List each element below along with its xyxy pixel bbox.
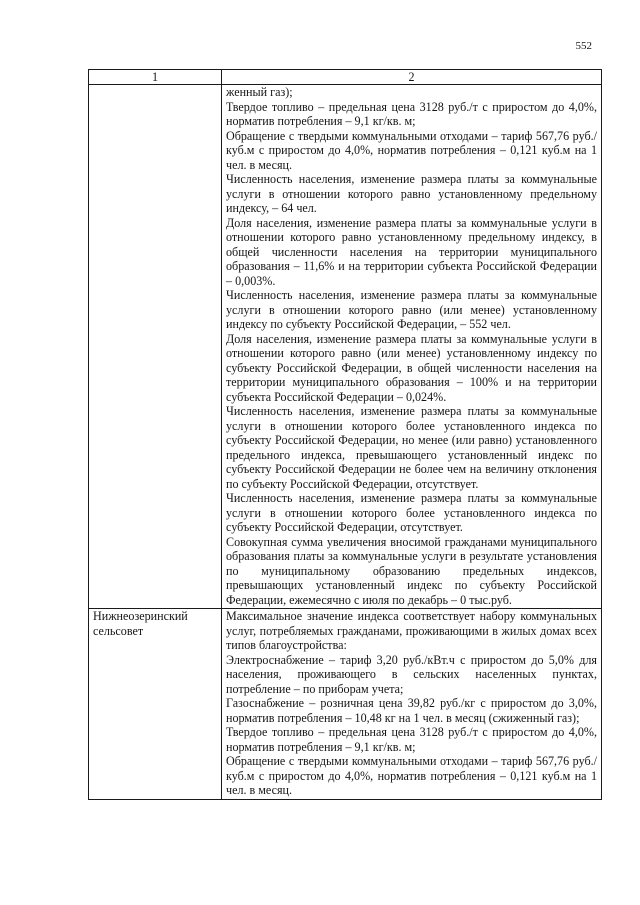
indicator-paragraph: Обращение с твердыми коммунальными отходами – тариф 567,76 руб./куб.м с приростом до 4,0%, норматив потребления – 0,121 куб.м на 1 чел. в месяц.	[226, 128, 597, 172]
table-row	[89, 609, 602, 800]
indicator-paragraph: Максимальное значение индекса соответствует набору коммунальных услуг, потребляемых гражданами, проживающими в жилых домах всех типов благоустройства:	[226, 609, 597, 652]
table-row	[89, 85, 602, 609]
municipality-name-cell	[89, 85, 222, 609]
indicator-paragraph: Численность населения, изменение размера платы за коммунальные услуги в отношении которого равно (или менее) установленному индексу по субъекту Российской Федерации, – 552 чел.	[226, 288, 597, 331]
indicator-paragraph: Численность населения, изменение размера платы за коммунальные услуги в отношении которого более установленного индекса по субъекту Российской Федерации, отсутствует.	[226, 491, 597, 534]
municipality-name-line: сельсовет	[93, 623, 144, 638]
column-header-1: 1	[89, 70, 222, 85]
indicator-paragraph: Численность населения, изменение размера платы за коммунальные услуги в отношении которого равно установленному предельному индексу, – 64 чел.	[226, 172, 597, 215]
indicator-paragraph: Электроснабжение – тариф 3,20 руб./кВт.ч с приростом до 5,0% для населения, проживающего в сельских населенных пунктах, потребление – по приборам учета;	[226, 652, 597, 696]
indicators-cell	[222, 85, 602, 609]
indicator-paragraph: женный газ);	[226, 85, 293, 99]
indicator-paragraph: Доля населения, изменение размера платы за коммунальные услуги в отношении которого равно установленному предельному индексу, в общей численности населения на территории муниципального образования – 11,6% и на территории субъекта Российской Федерации – 0,003%.	[226, 215, 597, 288]
indicator-paragraph: Численность населения, изменение размера платы за коммунальные услуги в отношении которого более установленного индекса по субъекту Российской Федерации, но менее (или равно) установленного предельного индекса, превышающего установленный индекс по субъекту Российской Федерации не более чем на величину отклонения по субъекту Российской Федерации, отсутствует.	[226, 404, 597, 491]
municipality-name-line: Нижнеозеринский	[93, 609, 188, 623]
municipal-index-table	[88, 69, 602, 800]
municipality-name-cell	[89, 609, 222, 800]
column-header-2: 2	[222, 70, 602, 85]
indicator-paragraph: Газоснабжение – розничная цена 39,82 руб./кг с приростом до 3,0%, норматив потребления – 10,48 кг на 1 чел. в месяц (сжиженный газ);	[226, 696, 597, 725]
indicators-cell	[222, 609, 602, 800]
indicator-paragraph: Твердое топливо – предельная цена 3128 руб./т с приростом до 4,0%, норматив потребления – 9,1 кг/кв. м;	[226, 725, 597, 754]
indicator-paragraph: Доля населения, изменение размера платы за коммунальные услуги в отношении которого равно (или менее) установленному индексу по субъекту Российской Федерации, в общей численности населения на территории муниципального образования – 100% и на территории субъекта Российской Федерации – 0,024%.	[226, 331, 597, 404]
indicator-paragraph: Совокупная сумма увеличения вносимой гражданами муниципального образования платы за коммунальные услуги в результате установления по муниципальному образованию предельных индексов, превышающих установленный индекс по субъекту Российской Федерации, ежемесячно с июля по декабрь – 0 тыс.руб.	[226, 534, 597, 607]
table-header-row	[89, 70, 602, 85]
indicator-paragraph: Обращение с твердыми коммунальными отходами – тариф 567,76 руб./куб.м с приростом до 4,0%, норматив потребления – 0,121 куб.м на 1 чел. в месяц.	[226, 754, 597, 797]
indicator-paragraph: Твердое топливо – предельная цена 3128 руб./т с приростом до 4,0%, норматив потребления – 9,1 кг/кв. м;	[226, 99, 597, 128]
page-number: 552	[575, 40, 592, 52]
